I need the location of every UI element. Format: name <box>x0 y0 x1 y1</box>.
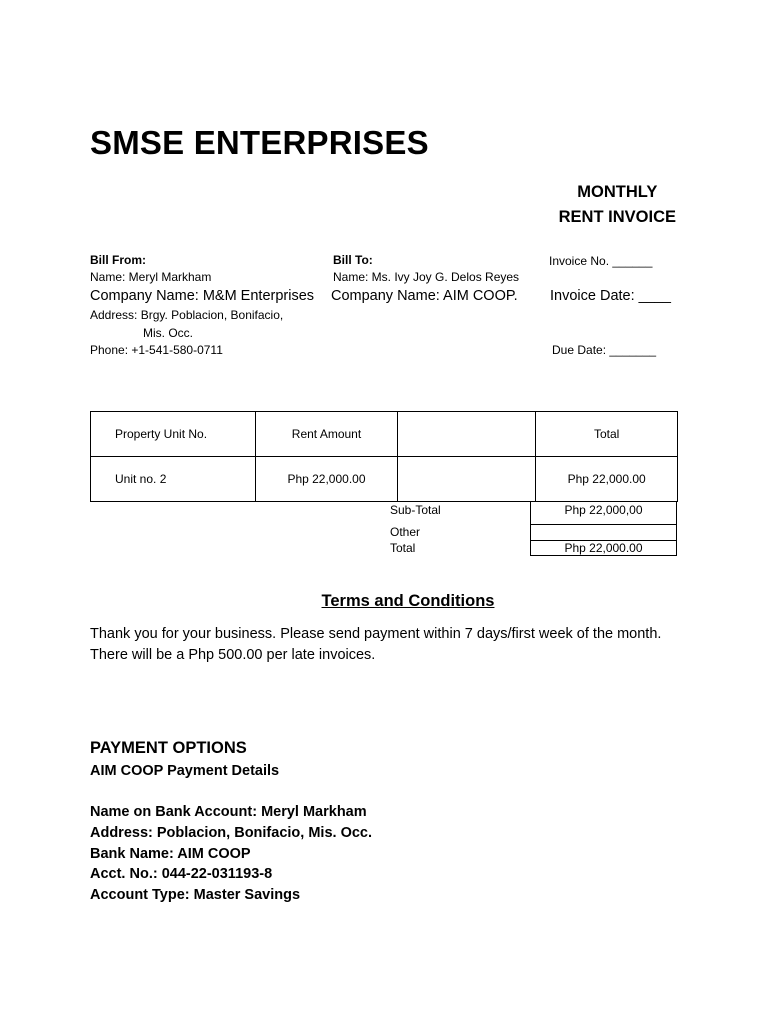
company-title: SMSE ENTERPRISES <box>90 124 429 161</box>
account-type: Account Type: Master Savings <box>90 887 301 903</box>
cell-total: Php 22,000.00 <box>536 457 678 502</box>
header-empty <box>397 412 536 457</box>
account-number: Acct. No.: 044-22-031193-8 <box>90 866 273 882</box>
document-title-line2: RENT INVOICE <box>558 208 676 226</box>
bill-to-name: Name: Ms. Ivy Joy G. Delos Reyes <box>333 270 520 284</box>
terms-heading: Terms and Conditions <box>321 592 495 610</box>
cell-empty <box>397 457 536 502</box>
bank-address: Address: Poblacion, Bonifacio, Mis. Occ. <box>90 825 372 841</box>
cell-unit: Unit no. 2 <box>91 457 256 502</box>
invoice-date: Invoice Date: ____ <box>550 288 671 304</box>
invoice-items-table <box>90 411 678 502</box>
bill-to-heading: Bill To: <box>333 253 373 267</box>
other-value <box>530 524 677 541</box>
header-rent-amount: Rent Amount <box>256 412 398 457</box>
terms-text: Thank you for your business. Please send payment within 7 days/first week of the month. There will be a Php 500.00 per late invoices. <box>90 626 662 663</box>
bill-from-address-line1: Address: Brgy. Poblacion, Bonifacio, <box>90 308 284 322</box>
payment-options-heading: PAYMENT OPTIONS <box>90 739 247 757</box>
table-row <box>91 457 678 502</box>
bill-to-company: Company Name: AIM COOP. <box>331 288 518 304</box>
total-value: Php 22,000.00 <box>530 540 677 556</box>
bill-from-company: Company Name: M&M Enterprises <box>90 288 315 304</box>
bill-from-name: Name: Meryl Markham <box>90 270 212 284</box>
header-property-unit: Property Unit No. <box>91 412 256 457</box>
table-header-row <box>91 412 678 457</box>
subtotal-value: Php 22,000,00 <box>530 502 677 525</box>
bank-account-name: Name on Bank Account: Meryl Markham <box>90 804 367 820</box>
cell-rent-amount: Php 22,000.00 <box>256 457 398 502</box>
total-label: Total <box>390 541 416 555</box>
bill-from-phone: Phone: +1-541-580-0711 <box>90 343 223 357</box>
bill-from-heading: Bill From: <box>90 253 146 267</box>
due-date: Due Date: _______ <box>552 343 657 357</box>
subtotal-label: Sub-Total <box>390 503 441 517</box>
other-label: Other <box>390 525 421 539</box>
document-title <box>559 180 676 230</box>
document-title-line1: MONTHLY <box>577 183 658 201</box>
invoice-number: Invoice No. ______ <box>549 254 653 268</box>
bill-from-address-line2: Mis. Occ. <box>143 326 193 340</box>
bank-name: Bank Name: AIM COOP <box>90 846 251 862</box>
payment-subheading: AIM COOP Payment Details <box>90 763 280 779</box>
header-total: Total <box>536 412 678 457</box>
